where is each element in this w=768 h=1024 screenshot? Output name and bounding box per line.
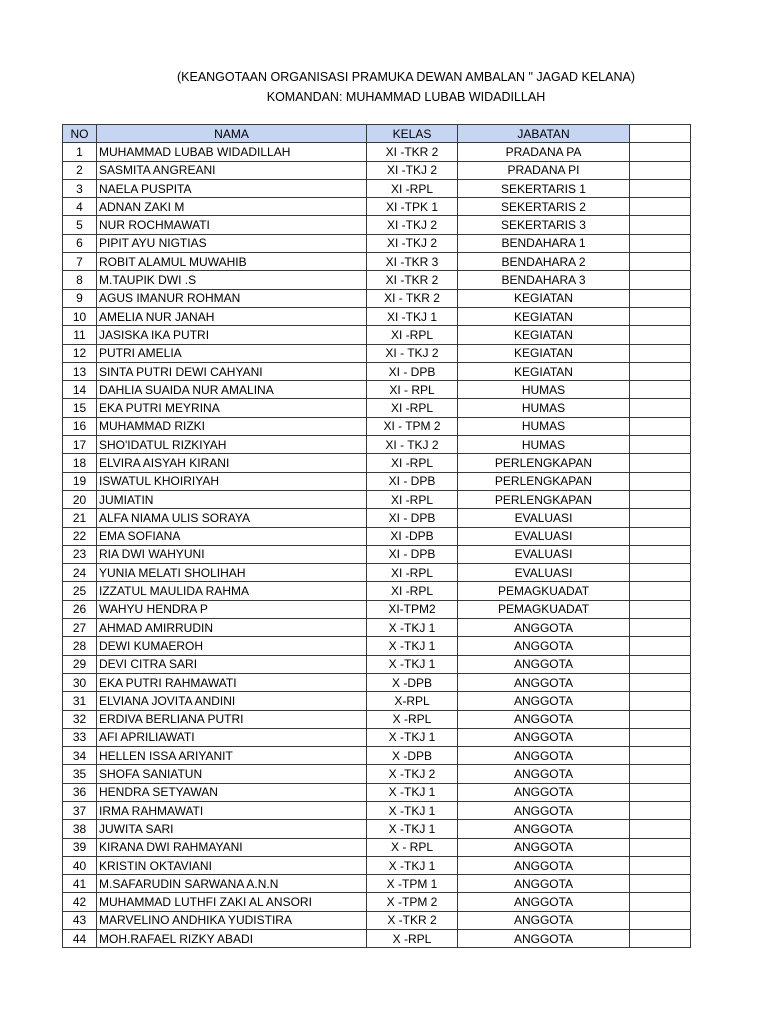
cell-jabatan: EVALUASI	[458, 545, 630, 563]
cell-kelas: XI -RPL	[367, 490, 458, 508]
cell-jabatan: PRADANA PA	[458, 143, 630, 161]
cell-jabatan: ANGGOTA	[458, 655, 630, 673]
cell-kelas: XI -TKJ 1	[367, 307, 458, 325]
cell-kelas: XI - RPL	[367, 381, 458, 399]
cell-jabatan: ANGGOTA	[458, 911, 630, 929]
cell-no: 32	[63, 710, 97, 728]
cell-no: 13	[63, 362, 97, 380]
cell-nama: SHO'IDATUL RIZKIYAH	[97, 436, 367, 454]
cell-empty	[630, 930, 691, 948]
cell-no: 42	[63, 893, 97, 911]
cell-empty	[630, 326, 691, 344]
cell-empty	[630, 216, 691, 234]
cell-empty	[630, 838, 691, 856]
cell-kelas: XI -RPL	[367, 399, 458, 417]
cell-no: 39	[63, 838, 97, 856]
cell-kelas: X -RPL	[367, 710, 458, 728]
cell-no: 34	[63, 747, 97, 765]
cell-jabatan: KEGIATAN	[458, 344, 630, 362]
table-row	[63, 838, 691, 856]
table-row	[63, 326, 691, 344]
cell-jabatan: SEKERTARIS 2	[458, 198, 630, 216]
cell-kelas: XI -TPK 1	[367, 198, 458, 216]
table-row	[63, 143, 691, 161]
cell-no: 44	[63, 930, 97, 948]
table-row	[63, 454, 691, 472]
cell-no: 4	[63, 198, 97, 216]
cell-jabatan: BENDAHARA 2	[458, 253, 630, 271]
cell-jabatan: ANGGOTA	[458, 692, 630, 710]
cell-empty	[630, 436, 691, 454]
cell-jabatan: PEMAGKUADAT	[458, 582, 630, 600]
cell-nama: NUR ROCHMAWATI	[97, 216, 367, 234]
cell-kelas: XI -TKJ 2	[367, 234, 458, 252]
cell-nama: AFI APRILIAWATI	[97, 728, 367, 746]
cell-nama: ELVIRA AISYAH KIRANI	[97, 454, 367, 472]
cell-no: 18	[63, 454, 97, 472]
cell-no: 33	[63, 728, 97, 746]
table-header-row	[63, 125, 691, 143]
table-row	[63, 875, 691, 893]
table-body	[63, 143, 691, 948]
cell-empty	[630, 362, 691, 380]
cell-nama: DAHLIA SUAIDA NUR AMALINA	[97, 381, 367, 399]
cell-empty	[630, 271, 691, 289]
cell-kelas: XI -TKJ 2	[367, 216, 458, 234]
table-row	[63, 509, 691, 527]
cell-empty	[630, 600, 691, 618]
table-row	[63, 527, 691, 545]
cell-no: 15	[63, 399, 97, 417]
cell-nama: HENDRA SETYAWAN	[97, 783, 367, 801]
cell-nama: MARVELINO ANDHIKA YUDISTIRA	[97, 911, 367, 929]
cell-empty	[630, 417, 691, 435]
cell-jabatan: HUMAS	[458, 417, 630, 435]
cell-nama: EMA SOFIANA	[97, 527, 367, 545]
cell-nama: ADNAN ZAKI M	[97, 198, 367, 216]
table-row	[63, 820, 691, 838]
cell-nama: SHOFA SANIATUN	[97, 765, 367, 783]
table-row	[63, 399, 691, 417]
cell-no: 21	[63, 509, 97, 527]
cell-nama: JASISKA IKA PUTRI	[97, 326, 367, 344]
cell-nama: ISWATUL KHOIRIYAH	[97, 472, 367, 490]
cell-empty	[630, 728, 691, 746]
column-header-empty	[630, 125, 691, 143]
cell-empty	[630, 619, 691, 637]
cell-no: 6	[63, 234, 97, 252]
cell-no: 12	[63, 344, 97, 362]
table-row	[63, 362, 691, 380]
cell-nama: MUHAMMAD RIZKI	[97, 417, 367, 435]
cell-no: 19	[63, 472, 97, 490]
cell-no: 7	[63, 253, 97, 271]
cell-kelas: X -TKJ 1	[367, 783, 458, 801]
cell-nama: HELLEN ISSA ARIYANIT	[97, 747, 367, 765]
cell-empty	[630, 692, 691, 710]
cell-no: 36	[63, 783, 97, 801]
cell-no: 16	[63, 417, 97, 435]
table-row	[63, 765, 691, 783]
cell-nama: JUMIATIN	[97, 490, 367, 508]
cell-no: 9	[63, 289, 97, 307]
cell-empty	[630, 765, 691, 783]
cell-jabatan: HUMAS	[458, 381, 630, 399]
table-row	[63, 417, 691, 435]
cell-no: 10	[63, 307, 97, 325]
cell-jabatan: KEGIATAN	[458, 362, 630, 380]
cell-kelas: X -DPB	[367, 747, 458, 765]
cell-no: 1	[63, 143, 97, 161]
table-row	[63, 673, 691, 691]
cell-kelas: XI - TKJ 2	[367, 436, 458, 454]
cell-empty	[630, 893, 691, 911]
cell-jabatan: PERLENGKAPAN	[458, 454, 630, 472]
cell-no: 3	[63, 179, 97, 197]
table-row	[63, 710, 691, 728]
cell-kelas: X -TKJ 1	[367, 801, 458, 819]
cell-nama: IRMA RAHMAWATI	[97, 801, 367, 819]
cell-nama: M.TAUPIK DWI .S	[97, 271, 367, 289]
cell-jabatan: SEKERTARIS 3	[458, 216, 630, 234]
table-row	[63, 582, 691, 600]
cell-kelas: X -TKJ 2	[367, 765, 458, 783]
cell-empty	[630, 564, 691, 582]
cell-no: 38	[63, 820, 97, 838]
cell-jabatan: ANGGOTA	[458, 930, 630, 948]
cell-empty	[630, 198, 691, 216]
table-row	[63, 856, 691, 874]
table-row	[63, 564, 691, 582]
table-row	[63, 692, 691, 710]
cell-no: 40	[63, 856, 97, 874]
cell-jabatan: KEGIATAN	[458, 289, 630, 307]
cell-empty	[630, 527, 691, 545]
cell-kelas: X -TKJ 1	[367, 637, 458, 655]
cell-jabatan: ANGGOTA	[458, 856, 630, 874]
cell-kelas: XI - TKR 2	[367, 289, 458, 307]
cell-jabatan: ANGGOTA	[458, 637, 630, 655]
cell-jabatan: HUMAS	[458, 399, 630, 417]
cell-kelas: X -TKJ 1	[367, 619, 458, 637]
table-row	[63, 637, 691, 655]
table-row	[63, 747, 691, 765]
cell-nama: KRISTIN OKTAVIANI	[97, 856, 367, 874]
cell-empty	[630, 582, 691, 600]
cell-kelas: X -RPL	[367, 930, 458, 948]
table-row	[63, 600, 691, 618]
cell-nama: DEVI CITRA SARI	[97, 655, 367, 673]
cell-nama: AHMAD AMIRRUDIN	[97, 619, 367, 637]
column-header-nama: NAMA	[97, 125, 367, 143]
member-table	[62, 124, 691, 948]
cell-jabatan: ANGGOTA	[458, 801, 630, 819]
cell-empty	[630, 472, 691, 490]
table-row	[63, 619, 691, 637]
cell-empty	[630, 399, 691, 417]
cell-empty	[630, 820, 691, 838]
cell-nama: IZZATUL MAULIDA RAHMA	[97, 582, 367, 600]
cell-kelas: X - RPL	[367, 838, 458, 856]
column-header-no: NO	[63, 125, 97, 143]
table-row	[63, 216, 691, 234]
cell-nama: WAHYU HENDRA P	[97, 600, 367, 618]
cell-nama: SASMITA ANGREANI	[97, 161, 367, 179]
cell-kelas: X -TKJ 1	[367, 820, 458, 838]
cell-nama: AGUS IMANUR ROHMAN	[97, 289, 367, 307]
cell-jabatan: ANGGOTA	[458, 820, 630, 838]
cell-jabatan: ANGGOTA	[458, 619, 630, 637]
cell-no: 35	[63, 765, 97, 783]
cell-no: 30	[63, 673, 97, 691]
table-row	[63, 289, 691, 307]
cell-kelas: X -DPB	[367, 673, 458, 691]
cell-no: 28	[63, 637, 97, 655]
cell-nama: ELVIANA JOVITA ANDINI	[97, 692, 367, 710]
cell-nama: PIPIT AYU NIGTIAS	[97, 234, 367, 252]
cell-jabatan: ANGGOTA	[458, 893, 630, 911]
cell-jabatan: ANGGOTA	[458, 783, 630, 801]
cell-empty	[630, 381, 691, 399]
cell-no: 41	[63, 875, 97, 893]
table-row	[63, 783, 691, 801]
table-row	[63, 728, 691, 746]
cell-empty	[630, 801, 691, 819]
column-header-kelas: KELAS	[367, 125, 458, 143]
table-row	[63, 344, 691, 362]
document-title: (KEANGOTAAN ORGANISASI PRAMUKA DEWAN AMBALAN " JAGAD KELANA)	[176, 70, 635, 84]
document-subtitle: KOMANDAN: MUHAMMAD LUBAB WIDADILLAH	[266, 90, 546, 104]
cell-jabatan: PERLENGKAPAN	[458, 472, 630, 490]
cell-nama: PUTRI AMELIA	[97, 344, 367, 362]
cell-nama: YUNIA MELATI SHOLIHAH	[97, 564, 367, 582]
cell-nama: KIRANA DWI RAHMAYANI	[97, 838, 367, 856]
cell-kelas: XI -RPL	[367, 179, 458, 197]
cell-empty	[630, 234, 691, 252]
cell-no: 22	[63, 527, 97, 545]
cell-no: 43	[63, 911, 97, 929]
cell-empty	[630, 856, 691, 874]
cell-nama: EKA PUTRI RAHMAWATI	[97, 673, 367, 691]
table-row	[63, 436, 691, 454]
cell-no: 17	[63, 436, 97, 454]
table-row	[63, 179, 691, 197]
cell-jabatan: ANGGOTA	[458, 728, 630, 746]
cell-jabatan: ANGGOTA	[458, 765, 630, 783]
cell-jabatan: HUMAS	[458, 436, 630, 454]
cell-empty	[630, 161, 691, 179]
cell-kelas: X -TKJ 1	[367, 728, 458, 746]
table-row	[63, 472, 691, 490]
table-row	[63, 911, 691, 929]
cell-nama: JUWITA SARI	[97, 820, 367, 838]
cell-no: 31	[63, 692, 97, 710]
cell-empty	[630, 655, 691, 673]
cell-empty	[630, 344, 691, 362]
cell-nama: NAELA PUSPITA	[97, 179, 367, 197]
cell-no: 29	[63, 655, 97, 673]
cell-empty	[630, 307, 691, 325]
cell-kelas: XI -TKR 2	[367, 271, 458, 289]
cell-kelas: X -TKJ 1	[367, 655, 458, 673]
cell-nama: MUHAMMAD LUTHFI ZAKI AL ANSORI	[97, 893, 367, 911]
table-row	[63, 655, 691, 673]
cell-kelas: XI -TKR 3	[367, 253, 458, 271]
table-row	[63, 893, 691, 911]
cell-jabatan: ANGGOTA	[458, 673, 630, 691]
cell-no: 8	[63, 271, 97, 289]
cell-no: 26	[63, 600, 97, 618]
cell-empty	[630, 673, 691, 691]
cell-kelas: XI -TKJ 2	[367, 161, 458, 179]
cell-no: 23	[63, 545, 97, 563]
cell-nama: AMELIA NUR JANAH	[97, 307, 367, 325]
cell-nama: SINTA PUTRI DEWI CAHYANI	[97, 362, 367, 380]
cell-jabatan: KEGIATAN	[458, 307, 630, 325]
cell-empty	[630, 289, 691, 307]
cell-kelas: XI -RPL	[367, 326, 458, 344]
table-row	[63, 490, 691, 508]
cell-no: 20	[63, 490, 97, 508]
cell-nama: MOH.RAFAEL RIZKY ABADI	[97, 930, 367, 948]
cell-no: 37	[63, 801, 97, 819]
cell-kelas: XI-TPM2	[367, 600, 458, 618]
cell-kelas: XI - TKJ 2	[367, 344, 458, 362]
cell-jabatan: ANGGOTA	[458, 710, 630, 728]
cell-empty	[630, 747, 691, 765]
cell-jabatan: BENDAHARA 1	[458, 234, 630, 252]
cell-kelas: XI -RPL	[367, 582, 458, 600]
cell-nama: M.SAFARUDIN SARWANA A.N.N	[97, 875, 367, 893]
cell-kelas: XI -TKR 2	[367, 143, 458, 161]
table-row	[63, 381, 691, 399]
cell-nama: DEWI KUMAEROH	[97, 637, 367, 655]
cell-kelas: X -TPM 1	[367, 875, 458, 893]
cell-nama: ERDIVA BERLIANA PUTRI	[97, 710, 367, 728]
cell-empty	[630, 875, 691, 893]
cell-empty	[630, 710, 691, 728]
cell-empty	[630, 911, 691, 929]
cell-jabatan: ANGGOTA	[458, 838, 630, 856]
cell-kelas: XI - DPB	[367, 545, 458, 563]
cell-empty	[630, 509, 691, 527]
table-row	[63, 253, 691, 271]
table-row	[63, 234, 691, 252]
cell-jabatan: EVALUASI	[458, 509, 630, 527]
column-header-jabatan: JABATAN	[458, 125, 630, 143]
cell-kelas: XI -DPB	[367, 527, 458, 545]
cell-jabatan: SEKERTARIS 1	[458, 179, 630, 197]
cell-jabatan: ANGGOTA	[458, 747, 630, 765]
cell-empty	[630, 545, 691, 563]
cell-nama: ROBIT ALAMUL MUWAHIB	[97, 253, 367, 271]
cell-kelas: XI - TPM 2	[367, 417, 458, 435]
cell-jabatan: PEMAGKUADAT	[458, 600, 630, 618]
table-row	[63, 930, 691, 948]
cell-jabatan: BENDAHARA 3	[458, 271, 630, 289]
cell-kelas: XI - DPB	[367, 472, 458, 490]
cell-empty	[630, 490, 691, 508]
cell-nama: MUHAMMAD LUBAB WIDADILLAH	[97, 143, 367, 161]
cell-jabatan: ANGGOTA	[458, 875, 630, 893]
cell-jabatan: PERLENGKAPAN	[458, 490, 630, 508]
cell-nama: RIA DWI WAHYUNI	[97, 545, 367, 563]
cell-no: 11	[63, 326, 97, 344]
cell-jabatan: EVALUASI	[458, 564, 630, 582]
cell-jabatan: EVALUASI	[458, 527, 630, 545]
cell-kelas: XI - DPB	[367, 509, 458, 527]
cell-no: 27	[63, 619, 97, 637]
cell-empty	[630, 783, 691, 801]
cell-empty	[630, 179, 691, 197]
cell-no: 2	[63, 161, 97, 179]
cell-no: 24	[63, 564, 97, 582]
cell-kelas: XI -RPL	[367, 454, 458, 472]
table-row	[63, 198, 691, 216]
cell-jabatan: PRADANA PI	[458, 161, 630, 179]
cell-no: 5	[63, 216, 97, 234]
cell-kelas: X -TKR 2	[367, 911, 458, 929]
cell-nama: ALFA NIAMA ULIS SORAYA	[97, 509, 367, 527]
cell-kelas: X -TPM 2	[367, 893, 458, 911]
cell-nama: EKA PUTRI MEYRINA	[97, 399, 367, 417]
cell-no: 14	[63, 381, 97, 399]
cell-kelas: XI -RPL	[367, 564, 458, 582]
cell-kelas: X -TKJ 1	[367, 856, 458, 874]
table-row	[63, 545, 691, 563]
cell-jabatan: KEGIATAN	[458, 326, 630, 344]
cell-no: 25	[63, 582, 97, 600]
cell-empty	[630, 253, 691, 271]
table-row	[63, 307, 691, 325]
cell-empty	[630, 637, 691, 655]
table-row	[63, 801, 691, 819]
cell-empty	[630, 143, 691, 161]
table-row	[63, 161, 691, 179]
cell-kelas: X-RPL	[367, 692, 458, 710]
table-row	[63, 271, 691, 289]
cell-empty	[630, 454, 691, 472]
cell-kelas: XI - DPB	[367, 362, 458, 380]
